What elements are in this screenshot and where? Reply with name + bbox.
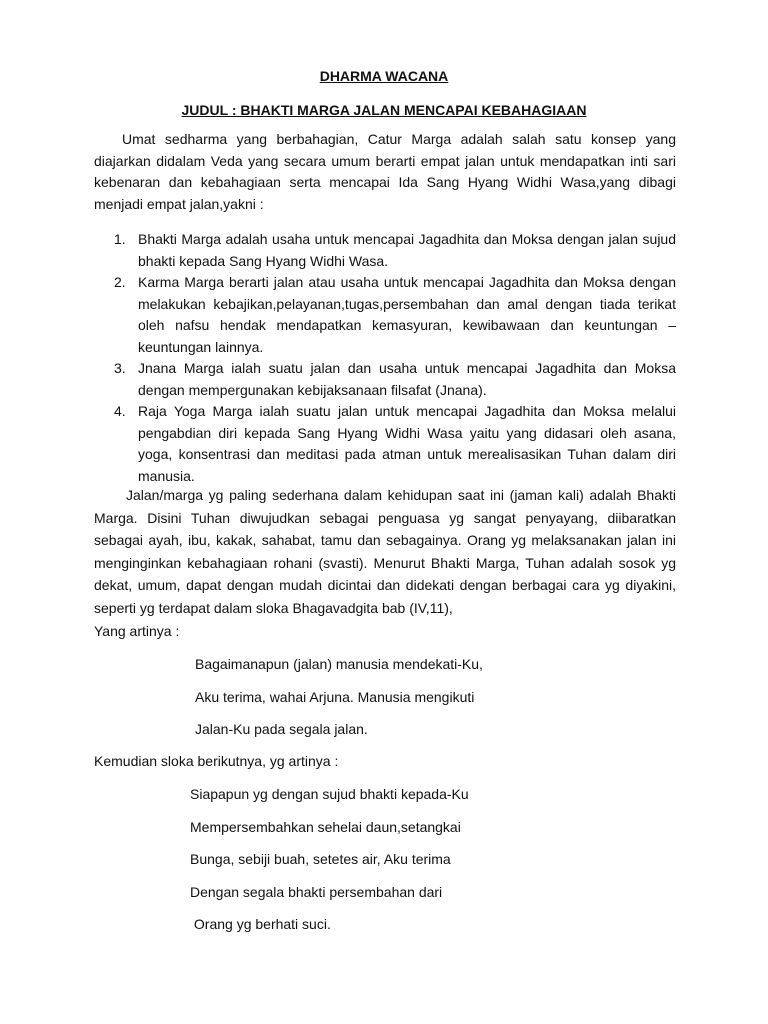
list-item-number: 2. xyxy=(114,274,126,290)
document-subtitle: JUDUL : BHAKTI MARGA JALAN MENCAPAI KEBAHAGIAAN xyxy=(181,102,587,118)
list-item xyxy=(94,272,676,358)
sloka2-line: Bunga, sebiji buah, setetes air, Aku terima xyxy=(190,851,451,867)
list-item-number: 1. xyxy=(114,231,126,247)
list-item-number: 4. xyxy=(114,403,126,419)
kemudian-label: Kemudian sloka berikutnya, yg artinya : xyxy=(94,753,339,769)
sloka2-line: Mempersembahkan sehelai daun,setangkai xyxy=(190,819,461,835)
sloka2-line: Orang yg berhati suci. xyxy=(190,916,331,932)
sloka1-line: Bagaimanapun (jalan) manusia mendekati-Ku, xyxy=(195,656,483,672)
list-item xyxy=(94,229,676,272)
list-item xyxy=(94,358,676,401)
sloka1-line: Jalan-Ku pada segala jalan. xyxy=(195,721,368,737)
yang-artinya-label: Yang artinya : xyxy=(94,623,180,639)
list-item-text: Raja Yoga Marga ialah suatu jalan untuk mencapai Jagadhita dan Moksa melalui pengabdian diri kepada Sang Hyang Widhi Wasa yaitu yang didasari oleh asana, yoga, konsentrasi dan meditasi pada atman untuk merealisasikan Tuhan dalam diri manusia. xyxy=(138,403,676,484)
bhakti-marga-paragraph: Jalan/marga yg paling sederhana dalam kehidupan saat ini (jaman kali) adalah Bhakti Marga. Disini Tuhan diwujudkan sebagai penguasa yg sangat penyayang, diibaratkan sebagai ayah, ibu, kakak, sahabat, tamu dan sebagainya. Orang yg melaksanakan jalan ini menginginkan kebahagiaan rohani (svasti). Menurut Bhakti Marga, Tuhan adalah sosok yg dekat, umum, dapat dengan mudah dicintai dan didekati dengan berbagai cara yg diyakini, seperti yg terdapat dalam sloka Bhagavadgita bab (IV,11), xyxy=(94,487,676,616)
sloka2-line: Siapapun yg dengan sujud bhakti kepada-Ku xyxy=(190,786,469,802)
list-item-text: Bhakti Marga adalah usaha untuk mencapai Jagadhita dan Moksa dengan jalan sujud bhakti kepada Sang Hyang Widhi Wasa. xyxy=(138,231,676,269)
list-item xyxy=(94,401,676,487)
catur-marga-list xyxy=(94,229,676,487)
intro-paragraph: Umat sedharma yang berbahagian, Catur Marga adalah salah satu konsep yang diajarkan didalam Veda yang secara umum berarti empat jalan untuk mendapatkan inti sari kebenaran dan kebahagiaan serta mencapai Ida Sang Hyang Widhi Wasa,yang dibagi menjadi empat jalan,yakni : xyxy=(94,131,676,212)
sloka1-line: Aku terima, wahai Arjuna. Manusia mengikuti xyxy=(195,689,475,705)
document-title: DHARMA WACANA xyxy=(319,68,449,84)
list-item-text: Karma Marga berarti jalan atau usaha untuk mencapai Jagadhita dan Moksa dengan melakukan kebajikan,pelayanan,tugas,persembahan dan amal dengan tiada terikat oleh nafsu hendak mendapatkan kemasyuran, kewibawaan dan keuntungan – keuntungan lainnya. xyxy=(138,274,676,355)
list-item-number: 3. xyxy=(114,360,126,376)
list-item-text: Jnana Marga ialah suatu jalan dan usaha untuk mencapai Jagadhita dan Moksa dengan mempergunakan kebijaksanaan filsafat (Jnana). xyxy=(138,360,676,398)
sloka2-line: Dengan segala bhakti persembahan dari xyxy=(190,884,443,900)
